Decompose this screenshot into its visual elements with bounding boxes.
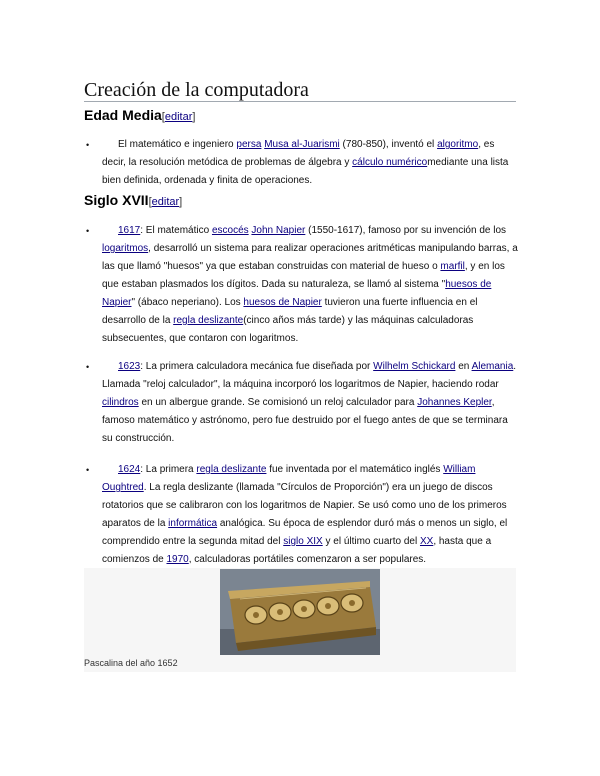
list-item-1617: 1617: El matemático escocés John Napier (1550-1617), famoso por su invención de los logaritmos, desarrolló un sistema para realizar operaciones aritméticas manipulando barras, a las que llamó "huesos" ya que estaban construidas con material de hueso o marfil, y en los que estaban plasmados los dígitos. Dada su naturaleza, se llamó al sistema "huesos de Napier" (ábaco neperiano). Los huesos de Napier tuvieron una fuerte influencia en el desarrollo de la regla deslizante(cinco años más tarde) y las máquinas calculadoras subsecuentes, que contaron con logaritmos. — [102, 225, 518, 344]
link-calculo-numerico[interactable]: cálculo numérico — [352, 157, 428, 168]
link-persa[interactable]: persa — [236, 139, 262, 150]
link-william-oughtred[interactable]: William Oughtred — [102, 464, 476, 493]
figure-caption: Pascalina del año 1652 — [84, 658, 178, 668]
link-xx[interactable]: XX — [419, 536, 434, 547]
link-informatica[interactable]: informática — [168, 518, 218, 529]
link-marfil[interactable]: marfil — [440, 261, 465, 272]
edit-section-bracket: [editar] — [148, 196, 183, 208]
link-siglo-xix[interactable]: siglo XIX — [283, 536, 323, 547]
list-bullet: • — [86, 226, 90, 236]
list-bullet: • — [86, 140, 90, 150]
link-alemania[interactable]: Alemania — [471, 361, 514, 372]
link-huesos-de-napier[interactable]: huesos de Napier — [102, 279, 492, 308]
figure-pascalina — [84, 568, 516, 672]
list-bullet: • — [86, 362, 90, 372]
link-algoritmo[interactable]: algoritmo — [437, 139, 479, 150]
link-1617[interactable]: 1617 — [118, 225, 141, 236]
link-escoces[interactable]: escocés — [211, 225, 249, 236]
link-cilindros[interactable]: cilindros — [102, 397, 139, 408]
section-heading-text: Siglo XVII — [84, 192, 149, 208]
link-johannes-kepler[interactable]: Johannes Kepler — [417, 397, 492, 408]
link-logaritmos[interactable]: logaritmos — [102, 243, 149, 254]
list-item-al-juarismi: El matemático e ingeniero persa Musa al-Juarismi (780-850), inventó el algoritmo, es decir, la resolución metódica de problemas de álgebra y cálculo numéricomediante una lista bien definida, ordenada y finita de operaciones. — [102, 139, 509, 186]
pascalina-photo[interactable] — [220, 569, 380, 655]
link-musa-al-juarismi[interactable]: Musa al-Juarismi — [264, 139, 340, 150]
list-item-1624: 1624: La primera regla deslizante fue inventada por el matemático inglés William Oughtred. La regla deslizante (llamada "Círculos de Proporción") era un juego de discos rotatorios que se calibraron con los logaritmos de Napier. Se usó como uno de los primeros aparatos de la informática analógica. Su época de esplendor duró más o menos un siglo, el comprendido entre la segunda mitad del siglo XIX y el último cuarto del XX, hasta que a comienzos de 1970, calculadoras portátiles comenzaron a ser populares. — [102, 464, 508, 565]
link-1970[interactable]: 1970 — [166, 554, 189, 565]
list-bullet: • — [86, 465, 90, 475]
list-item-1623: 1623: La primera calculadora mecánica fue diseñada por Wilhelm Schickard en Alemania. Llamada "reloj calculador", la máquina incorporó los logaritmos de Napier, haciendo rodar cilindros en un albergue grande. Se comisionó un reloj calculador para Johannes Kepler, famoso matemático y astrónomo, pero fue destruido por el fuego antes de que se terminara su construcción. — [102, 361, 517, 444]
title-underline — [84, 101, 516, 102]
edit-section-bracket: [editar] — [161, 111, 196, 123]
edit-section-link[interactable]: editar — [151, 196, 180, 208]
link-wilhelm-schickard[interactable]: Wilhelm Schickard — [373, 361, 456, 372]
link-john-napier[interactable]: John Napier — [251, 225, 306, 236]
link-regla-deslizante[interactable]: regla deslizante — [173, 315, 244, 326]
section-heading-siglo-xvii — [84, 191, 182, 211]
page-title: Creación de la computadora — [84, 79, 309, 101]
section-heading-edad-media — [84, 106, 195, 126]
pascalina-illustration — [220, 569, 380, 655]
link-huesos-de-napier-2[interactable]: huesos de Napier — [243, 297, 322, 308]
edit-section-link[interactable]: editar — [164, 111, 193, 123]
link-1623[interactable]: 1623 — [118, 361, 141, 372]
section-heading-text: Edad Media — [84, 107, 162, 123]
link-1624[interactable]: 1624 — [118, 464, 141, 475]
link-regla-deslizante-2[interactable]: regla deslizante — [196, 464, 267, 475]
